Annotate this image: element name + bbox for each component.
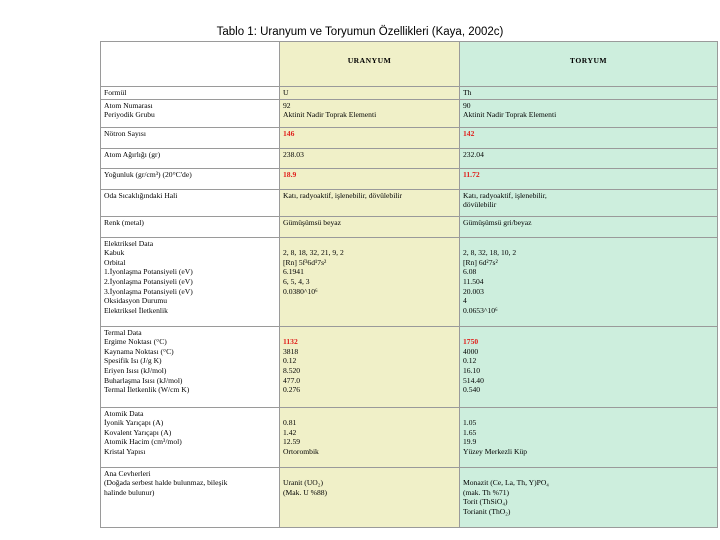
uranyum-line: 1.42	[283, 427, 297, 437]
toryum-cell	[460, 148, 718, 168]
toryum-line: Katı, radyoaktif, işlenebilir,	[463, 190, 547, 200]
label-line: İyonik Yarıçapı (A)	[104, 418, 164, 428]
uranyum-line	[283, 328, 456, 338]
toryum-line	[463, 469, 714, 479]
toryum-line: 0.12	[463, 356, 477, 366]
label-line: Termal Data	[104, 327, 142, 337]
uranyum-line: Katı, radyoaktif, işlenebilir, dövülebilir	[283, 190, 403, 200]
label-line: Spesifik Isı (J/g K)	[104, 356, 162, 366]
label-line: (Doğada serbest halde bulunmaz, bileşik	[104, 478, 228, 488]
toryum-line: 20.003	[463, 286, 484, 296]
toryum-line: 1750	[463, 337, 479, 347]
table-caption: Tablo 1: Uranyum ve Toryumun Özellikleri (Kaya, 2002c)	[216, 26, 504, 38]
uranyum-cell	[280, 189, 460, 216]
uranyum-cell	[280, 216, 460, 237]
uranyum-line: 0.0380^10⁶	[283, 286, 318, 296]
toryum-line: 6.08	[463, 267, 477, 277]
toryum-line: 4	[463, 296, 467, 306]
toryum-cell	[460, 467, 718, 527]
label-line: Atom Numarası	[104, 100, 153, 110]
toryum-line	[463, 328, 714, 338]
label-line: Periyodik Grubu	[104, 110, 155, 120]
label-line: Elektriksel Data	[104, 238, 154, 248]
label-line: Atom Ağırlığı (gr)	[104, 149, 161, 159]
label-line: Formül	[104, 88, 127, 97]
label-line: Ergime Noktası (°C)	[104, 337, 167, 347]
label-line: halinde bulunur)	[104, 487, 155, 497]
label-line: Renk (metal)	[104, 217, 144, 227]
table-row-renk	[101, 216, 718, 237]
uranyum-line: 0.81	[283, 418, 297, 428]
toryum-line	[463, 239, 714, 249]
uranyum-cell	[280, 237, 460, 326]
table-row-formul	[101, 87, 718, 100]
toryum-cell	[460, 127, 718, 148]
label-cell	[101, 326, 280, 407]
uranyum-cell	[280, 326, 460, 407]
label-line: Oksidasyon Durumu	[104, 296, 168, 306]
table-row-oda-sicaklik	[101, 189, 718, 216]
label-line: Kabuk	[104, 248, 125, 258]
label-line: 3.İyonlaşma Potansiyeli (eV)	[104, 286, 193, 296]
toryum-cell	[460, 216, 718, 237]
label-line: Orbital	[104, 257, 126, 267]
uranyum-line	[283, 409, 456, 419]
uranyum-line: U	[283, 88, 289, 97]
label-cell	[101, 127, 280, 148]
toryum-line: dövülebilir	[463, 200, 497, 210]
toryum-cell	[460, 326, 718, 407]
uranyum-cell	[280, 87, 460, 100]
toryum-line: (mak. Th %71)	[463, 487, 510, 497]
table-row-agirlik	[101, 148, 718, 168]
uranyum-line: 92	[283, 100, 291, 110]
toryum-line: Gümüşümsü gri/beyaz	[463, 217, 532, 227]
label-cell	[101, 99, 280, 127]
toryum-line: 142	[463, 128, 475, 138]
uranyum-line: 6, 5, 4, 3	[283, 276, 310, 286]
header-uranyum: URANYUM	[280, 42, 460, 87]
toryum-line: 0.540	[463, 385, 481, 395]
label-line: Buharlaşma Isısı (kJ/mol)	[104, 375, 183, 385]
table-row-atom-no	[101, 99, 718, 127]
toryum-line: 1.65	[463, 427, 477, 437]
uranyum-line: (Mak. U %88)	[283, 487, 328, 497]
uranyum-line: 2, 8, 18, 32, 21, 9, 2	[283, 248, 344, 258]
toryum-line: 232.04	[463, 149, 484, 159]
label-line: Termal İletkenlik (W/cm K)	[104, 385, 190, 395]
label-cell	[101, 148, 280, 168]
label-line: Nötron Sayısı	[104, 128, 146, 138]
uranyum-line: 12.59	[283, 437, 301, 447]
header-empty-cell	[101, 42, 280, 87]
toryum-line: 4000	[463, 346, 479, 356]
toryum-line: 1.05	[463, 418, 477, 428]
uranyum-cell	[280, 168, 460, 189]
label-line: Oda Sıcaklığındaki Hali	[104, 190, 178, 200]
uranyum-line: Ortorombik	[283, 446, 319, 456]
toryum-line: Yüzey Merkezli Küp	[463, 446, 528, 456]
toryum-cell	[460, 237, 718, 326]
label-line: Atomik Hacim (cm³/mol)	[104, 437, 182, 447]
toryum-line: 514.40	[463, 375, 484, 385]
label-cell	[101, 237, 280, 326]
label-cell	[101, 467, 280, 527]
toryum-line: 2, 8, 32, 18, 10, 2	[463, 248, 517, 258]
table-row-termal	[101, 326, 718, 407]
toryum-line: Monazit (Ce, La, Th, Y)PO₄	[463, 478, 549, 488]
label-cell	[101, 189, 280, 216]
toryum-cell	[460, 168, 718, 189]
toryum-line: Torit (ThSiO₄)	[463, 497, 508, 507]
toryum-line	[463, 409, 714, 419]
uranyum-line: 0.276	[283, 385, 301, 395]
uranyum-line: 1132	[283, 337, 298, 347]
uranyum-line: 3818	[283, 346, 299, 356]
toryum-cell	[460, 407, 718, 467]
table-row-atomik	[101, 407, 718, 467]
table-row-elektrik	[101, 237, 718, 326]
label-line: Kristal Yapısı	[104, 446, 146, 456]
label-line: Atomik Data	[104, 408, 144, 418]
uranyum-line: [Rn] 5f³6d¹7s²	[283, 257, 327, 267]
table-header-row	[101, 42, 718, 87]
label-cell	[101, 168, 280, 189]
label-cell	[101, 407, 280, 467]
label-line: Yoğunluk (gr/cm³) (20°C'de)	[104, 169, 192, 179]
label-cell	[101, 87, 280, 100]
toryum-line: 0.0653^10⁶	[463, 305, 498, 315]
label-line: Elektriksel İletkenlik	[104, 305, 168, 315]
uranyum-line: 477.0	[283, 375, 301, 385]
toryum-line: 11.504	[463, 276, 484, 286]
uranyum-line: 0.12	[283, 356, 297, 366]
uranyum-cell	[280, 148, 460, 168]
toryum-cell	[460, 99, 718, 127]
uranyum-cell	[280, 127, 460, 148]
label-line: Kovalent Yarıçapı (A)	[104, 427, 172, 437]
toryum-line: 19.9	[463, 437, 477, 447]
uranyum-line: Gümüşümsü beyaz	[283, 217, 341, 227]
uranyum-line: 8.520	[283, 365, 301, 375]
uranyum-line: Aktinit Nadir Toprak Elementi	[283, 110, 377, 120]
label-line: 2.İyonlaşma Potansiyeli (eV)	[104, 276, 193, 286]
header-toryum: TORYUM	[460, 42, 718, 87]
table-row-cevher	[101, 467, 718, 527]
label-line: Ana Cevherleri	[104, 468, 151, 478]
uranyum-cell	[280, 99, 460, 127]
uranyum-cell	[280, 407, 460, 467]
label-cell	[101, 216, 280, 237]
toryum-line: Th	[463, 88, 472, 97]
uranyum-line	[283, 469, 456, 479]
toryum-line: [Rn] 6d²7s²	[463, 257, 498, 267]
toryum-line: 90	[463, 100, 471, 110]
uranyum-cell	[280, 467, 460, 527]
toryum-line: Torianit (ThO₂)	[463, 506, 511, 516]
label-line: 1.İyonlaşma Potansiyeli (eV)	[104, 267, 193, 277]
properties-table	[100, 41, 718, 528]
toryum-cell	[460, 87, 718, 100]
uranyum-line: 238.03	[283, 149, 304, 159]
table-row-yogunluk	[101, 168, 718, 189]
toryum-line: 16.10	[463, 365, 481, 375]
uranyum-line	[283, 239, 456, 249]
toryum-line: 11.72	[463, 169, 480, 179]
label-line: Kaynama Noktası (°C)	[104, 346, 174, 356]
uranyum-line: 6.1941	[283, 267, 304, 277]
toryum-line: Aktinit Nadir Toprak Elementi	[463, 110, 557, 120]
uranyum-line: Uranit (UO₂)	[283, 478, 323, 488]
uranyum-line: 18.9	[283, 169, 297, 179]
label-line: Eriyen Isısı (kJ/mol)	[104, 365, 167, 375]
toryum-cell	[460, 189, 718, 216]
table-row-notron	[101, 127, 718, 148]
uranyum-line: 146	[283, 128, 295, 138]
